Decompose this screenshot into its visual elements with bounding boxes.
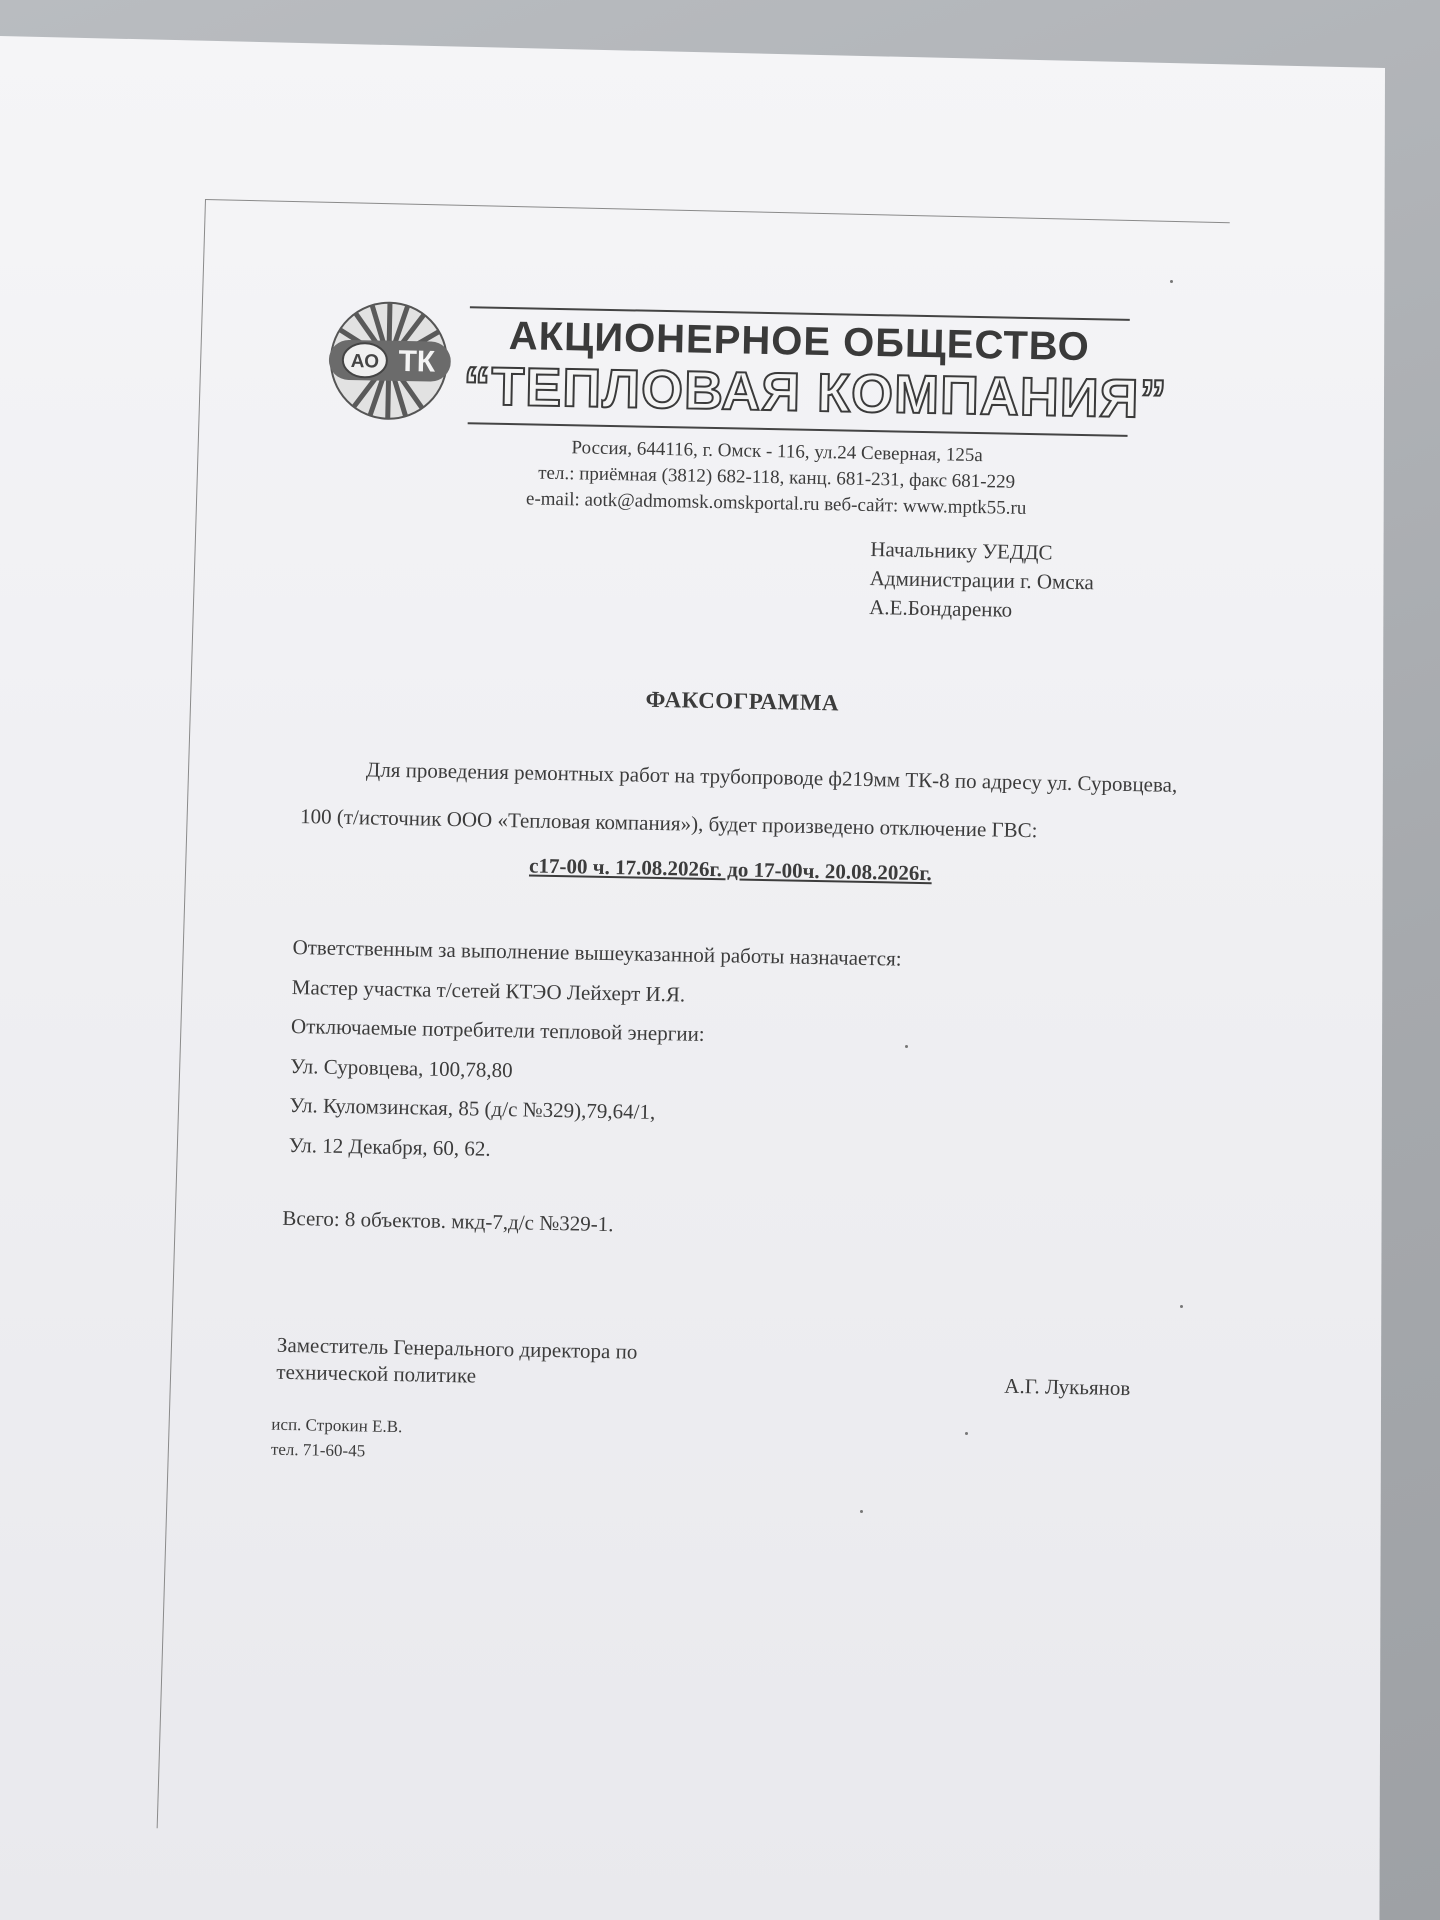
paper-speck xyxy=(905,1045,908,1048)
document-title: ФАКСОГРАММА xyxy=(645,686,840,716)
intro-line-2: 100 (т/источник ООО «Тепловая компания»), будет произведено отключение ГВС: xyxy=(299,804,1038,843)
details-list xyxy=(288,928,992,1178)
responsible-person: Мастер участка т/сетей КТЭО Лейхерт И.Я. xyxy=(291,974,686,1007)
executor-name: исп. Строкин Е.В. xyxy=(271,1414,403,1437)
paper-speck xyxy=(1180,1305,1183,1308)
addressee-block xyxy=(869,535,1095,626)
signer-position xyxy=(276,1332,637,1393)
signer-name: А.Г. Лукьянов xyxy=(1004,1373,1131,1401)
total-objects: Всего: 8 объектов. мкд-7,д/с №329-1. xyxy=(282,1205,614,1237)
executor-phone: тел. 71-60-45 xyxy=(270,1439,366,1461)
paper-speck xyxy=(965,1432,968,1435)
addressee-organization: Администрации г. Омска xyxy=(869,565,1095,595)
address-line: Россия, 644116, г. Омск - 116, ул.24 Северная, 125а xyxy=(571,437,984,467)
paper-speck xyxy=(860,1510,863,1513)
company-contacts xyxy=(496,434,1057,523)
intro-paragraph xyxy=(300,744,1222,858)
addressee-position: Начальнику УЕДДС xyxy=(870,536,1053,565)
intro-line-1: Для проведения ремонтных работ на трубопроводе ф219мм ТК-8 по адресу ул. Суровцева, xyxy=(365,757,1178,797)
signer-position-line-2: технической политике xyxy=(276,1359,477,1388)
consumer-address: Ул. 12 Декабря, 60, 62. xyxy=(288,1132,491,1161)
consumer-address: Ул. Куломзинская, 85 (д/с №329),79,64/1, xyxy=(289,1092,656,1124)
phone-line: тел.: приёмная (3812) 682-118, канц. 681-231, факс 681-229 xyxy=(538,462,1016,493)
responsible-heading: Ответственным за выполнение вышеуказанной работы назначается: xyxy=(292,934,902,971)
addressee-name: А.Е.Бондаренко xyxy=(868,594,1013,622)
consumers-heading: Отключаемые потребители тепловой энергии: xyxy=(290,1013,705,1046)
consumer-address: Ул. Суровцева, 100,78,80 xyxy=(290,1053,513,1082)
org-type: АКЦИОНЕРНОЕ ОБЩЕСТВО xyxy=(508,314,1091,370)
paper-speck xyxy=(1170,280,1173,283)
org-name: “ТЕПЛОВАЯ КОМПАНИЯ” xyxy=(462,356,1169,430)
email-line: e-mail: aotk@admomsk.omskportal.ru веб-сайт: www.mptk55.ru xyxy=(525,488,1027,519)
logo-text-tk: ТК xyxy=(398,344,436,379)
company-logo xyxy=(328,296,452,426)
outage-period: с17-00 ч. 17.08.2026г. до 17-00ч. 20.08.2026г. xyxy=(528,853,933,886)
executor-block xyxy=(271,1412,403,1465)
logo-text-ao: АО xyxy=(350,350,380,373)
signer-position-line-1: Заместитель Генерального директора по xyxy=(276,1332,638,1364)
